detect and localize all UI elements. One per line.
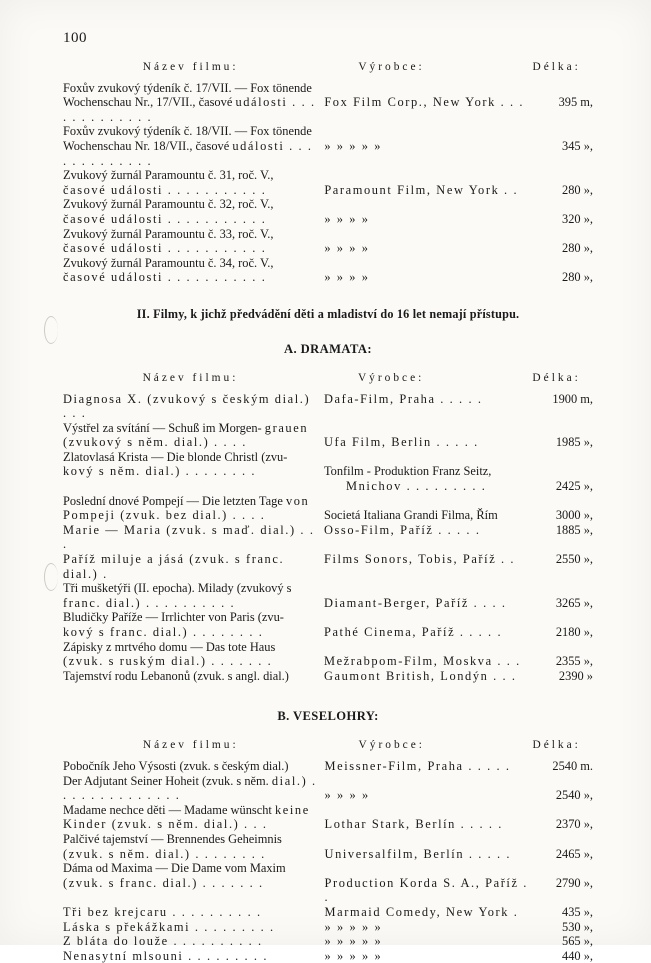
film-maker: » » » » »	[324, 934, 383, 949]
table-row	[63, 759, 593, 774]
header-length: Délka:	[532, 61, 581, 73]
subsection-a-heading: A. DRAMATA:	[284, 341, 372, 356]
table-row	[63, 861, 593, 905]
table-row	[63, 803, 593, 832]
film-title-line: keine Kinder (zvuk. s něm. dial.) . . .	[63, 802, 310, 832]
film-title-line: tönende Wochenschau Nr., 17/VII., časové	[63, 80, 312, 110]
table-row	[63, 256, 593, 285]
header-length: Délka:	[532, 739, 581, 752]
film-maker-cont: Mnichov . . . . . . . . .	[345, 479, 487, 494]
header-maker: Výrobce:	[358, 739, 425, 752]
film-length: 2790 »,	[555, 875, 593, 890]
film-maker: Lothar Stark, Berlín . . . . .	[324, 817, 503, 832]
header-title: Název filmu:	[142, 371, 239, 384]
film-title-line: události . . . . . . . . . . . . .	[63, 138, 313, 168]
film-maker: » » » » »	[324, 919, 383, 934]
film-title-line: s franc. dial.) . . . . . . . . . .	[63, 581, 294, 610]
film-length: 530 »,	[562, 919, 593, 934]
film-maker: Pathé Cinema, Paříž . . . . .	[323, 625, 503, 639]
table-row	[63, 124, 593, 168]
newsreel-table	[63, 60, 593, 285]
table-row	[63, 610, 593, 639]
table-row	[63, 81, 593, 125]
film-title-line: Z bláta do louže . . . . . . . . . .	[63, 934, 263, 949]
film-title-line: Pobočník Jeho Výsosti (zvuk. s českým dial.)	[63, 758, 289, 773]
veselohry-table	[63, 738, 593, 963]
table-row	[63, 934, 593, 949]
film-title-line: tönende Wochenschau Nr. 18/VII., časové	[63, 124, 312, 153]
film-length: 565 »,	[562, 934, 593, 949]
film-title-line: Láska s překážkami . . . . . . . . .	[63, 919, 275, 934]
table-row	[63, 774, 593, 803]
film-maker: Fox Film Corp., New York . . .	[324, 95, 525, 110]
header-maker: Výrobce:	[357, 371, 425, 384]
film-title-line: Bludičky Paříže — Irrlichter von Paris (zvu-	[63, 610, 284, 625]
film-length: 320 »,	[562, 211, 593, 226]
hole-punch-mark	[44, 316, 58, 344]
table-row	[63, 640, 593, 669]
column-header-row	[63, 738, 593, 759]
film-maker: » » » »	[324, 270, 370, 285]
film-length: 435 »,	[562, 904, 593, 919]
film-length: 2465 »,	[555, 846, 593, 861]
film-title-line: časové události . . . . . . . . . . .	[63, 241, 267, 256]
header-maker: Výrobce:	[358, 61, 425, 73]
film-maker: Ufa Film, Berlin . . . . .	[323, 435, 479, 450]
film-maker: Gaumont British, Londýn . . .	[323, 668, 517, 683]
table-row	[63, 421, 593, 450]
film-length: 3000 »,	[555, 508, 593, 523]
table-row	[63, 581, 593, 610]
film-title-line: dial.) . . . . . . . . . . . . . .	[63, 773, 317, 803]
film-title-line: (zvuk. s ruským dial.) . . . . . . .	[63, 654, 273, 669]
film-length: 2550 »,	[555, 552, 593, 567]
column-header-row	[63, 60, 593, 81]
table-row	[63, 392, 593, 421]
film-title-line: časové události . . . . . . . . . . .	[63, 270, 267, 285]
film-title-line: Zlatovlasá Krista — Die blonde Christl (zvu-	[63, 449, 288, 464]
film-maker: Tonfilm - Produktion Franz Seitz,	[323, 464, 492, 479]
table-row	[63, 168, 593, 197]
film-title-line: Foxův zvukový týdeník č. 18/VII. — Fox	[63, 124, 270, 139]
film-title-line: Madame nechce děti — Madame wünscht	[63, 802, 272, 817]
film-title-line: (zvuk. s něm. dial.) . . . . . . . .	[63, 846, 266, 861]
film-title-line: Tři bez krejcaru . . . . . . . . . .	[63, 904, 262, 919]
film-maker: Marmaid Comedy, New York .	[324, 904, 519, 919]
film-maker: » » » »	[324, 211, 370, 226]
film-title-line: události . . . . . . . . . . . . .	[63, 95, 316, 124]
film-title-line: grauen (zvukový s něm. dial.) . . . .	[63, 420, 309, 450]
film-title-line: kový s franc. dial.) . . . . . . . .	[63, 625, 264, 639]
film-title-line: (zvuk. s franc. dial.) . . . . . . .	[63, 875, 264, 890]
film-title-line: časové události . . . . . . . . . . .	[63, 182, 267, 197]
film-maker: Universalfilm, Berlín . . . . .	[324, 846, 512, 861]
film-title-line: Marie — Maria (zvuk. s maď. dial.) . . .	[63, 522, 315, 552]
film-title-line: Palčivé tajemství — Brennendes Geheimnis	[63, 831, 282, 846]
film-length: 2540 »,	[555, 788, 593, 803]
film-maker: Paramount Film, New York . .	[324, 182, 519, 197]
film-title-line: Nenasytní mlsouni . . . . . . . . .	[63, 948, 269, 963]
film-title-line: Foxův zvukový týdeník č. 17/VII. — Fox	[63, 80, 270, 95]
film-title-line: Der Adjutant Seiner Hoheit (zvuk. s něm.	[63, 773, 269, 788]
film-title-line: Tři mušketýři (II. epocha). Milady (zvukový	[63, 581, 284, 596]
film-title-line: kový s něm. dial.) . . . . . . . .	[63, 464, 257, 479]
film-maker: Films Sonors, Tobis, Paříž . .	[323, 552, 516, 567]
film-length: 2370 »,	[555, 817, 593, 832]
page-content	[63, 60, 593, 963]
film-length: 280 »,	[562, 182, 593, 197]
table-row	[63, 494, 593, 523]
film-maker: Mežrabpom-Film, Moskva . . .	[323, 654, 521, 669]
film-length: 2540 m.	[552, 758, 593, 773]
hole-punch-mark	[44, 563, 58, 591]
header-length: Délka:	[532, 371, 581, 384]
table-row	[63, 523, 593, 552]
film-title-line: Tajemství rodu Lebanonů (zvuk. s angl. dial.)	[63, 668, 289, 683]
table-row	[63, 450, 593, 494]
film-length: 280 »,	[562, 241, 593, 256]
film-title-line: Zvukový žurnál Paramountu č. 31, roč. V.,	[63, 168, 274, 183]
film-length: 2425 »,	[555, 479, 593, 494]
film-maker: » » » » »	[324, 138, 383, 153]
column-header-row	[63, 371, 593, 392]
film-length: 1900 m,	[552, 391, 593, 406]
table-row	[63, 949, 593, 963]
film-maker: Osso-Film, Paříž . . . . .	[323, 522, 481, 537]
table-row	[63, 905, 593, 920]
film-length: 1985 »,	[555, 435, 593, 450]
table-row	[63, 832, 593, 861]
table-row	[63, 227, 593, 256]
film-maker: » » » » »	[324, 948, 383, 963]
table-row	[63, 669, 593, 684]
film-title-line: von Pompeji (zvuk. bez dial.) . . . .	[63, 493, 310, 523]
header-title: Název filmu:	[142, 739, 239, 752]
film-length: 2390 »	[558, 668, 593, 683]
film-maker: » » » »	[324, 241, 370, 256]
film-length: 3265 »,	[555, 595, 593, 610]
film-title-line: Zvukový žurnál Paramountu č. 34, roč. V.,	[63, 255, 274, 270]
film-title-line: Paříž miluje a jásá (zvuk. s franc. dial.) .	[63, 552, 285, 581]
film-length: 440 »,	[562, 948, 593, 963]
film-title-line: Zvukový žurnál Paramountu č. 33, roč. V.,	[63, 226, 274, 241]
film-length: 345 »,	[562, 138, 593, 153]
film-length: 1885 »,	[555, 522, 593, 537]
film-title-line: Výstřel za svítání — Schuß im Morgen-	[63, 420, 262, 435]
film-maker: » » » »	[324, 788, 370, 803]
chapter-heading: II. Filmy, k jichž předvádění děti a mladiství do 16 let nemají přístupu.	[136, 306, 520, 321]
film-title-line: Poslední dnové Pompejí — Die letzten Tage	[63, 493, 283, 508]
film-maker: Societá Italiana Grandi Filma, Řím	[323, 508, 498, 523]
film-title-line: časové události . . . . . . . . . . .	[63, 211, 267, 226]
film-maker: Dafa-Film, Praha . . . . .	[323, 391, 483, 406]
film-title-line: Diagnosa X. (zvukový s českým dial.) . . .	[63, 391, 311, 421]
dramata-table	[63, 371, 593, 683]
table-row	[63, 552, 593, 581]
film-length: 2180 »,	[555, 625, 593, 639]
film-maker: Production Korda S. A., Paříž . .	[324, 875, 528, 905]
film-maker: Meissner-Film, Praha . . . . .	[324, 758, 511, 773]
film-length: 2355 »,	[555, 654, 593, 669]
film-title-line: Zvukový žurnál Paramountu č. 32, roč. V.,	[63, 197, 274, 212]
subsection-b-heading: B. VESELOHRY:	[277, 709, 379, 724]
film-length: 395 m,	[558, 95, 593, 110]
table-row	[63, 197, 593, 226]
page-number: 100	[63, 30, 87, 46]
film-title-line: Dáma od Maxima — Die Dame vom Maxim	[63, 861, 286, 876]
header-title: Název filmu:	[142, 61, 239, 73]
table-row	[63, 920, 593, 935]
film-length: 280 »,	[562, 270, 593, 285]
film-maker: Diamant-Berger, Paříž . . . .	[323, 595, 507, 610]
film-title-line: Zápisky z mrtvého domu — Das tote Haus	[63, 639, 276, 654]
